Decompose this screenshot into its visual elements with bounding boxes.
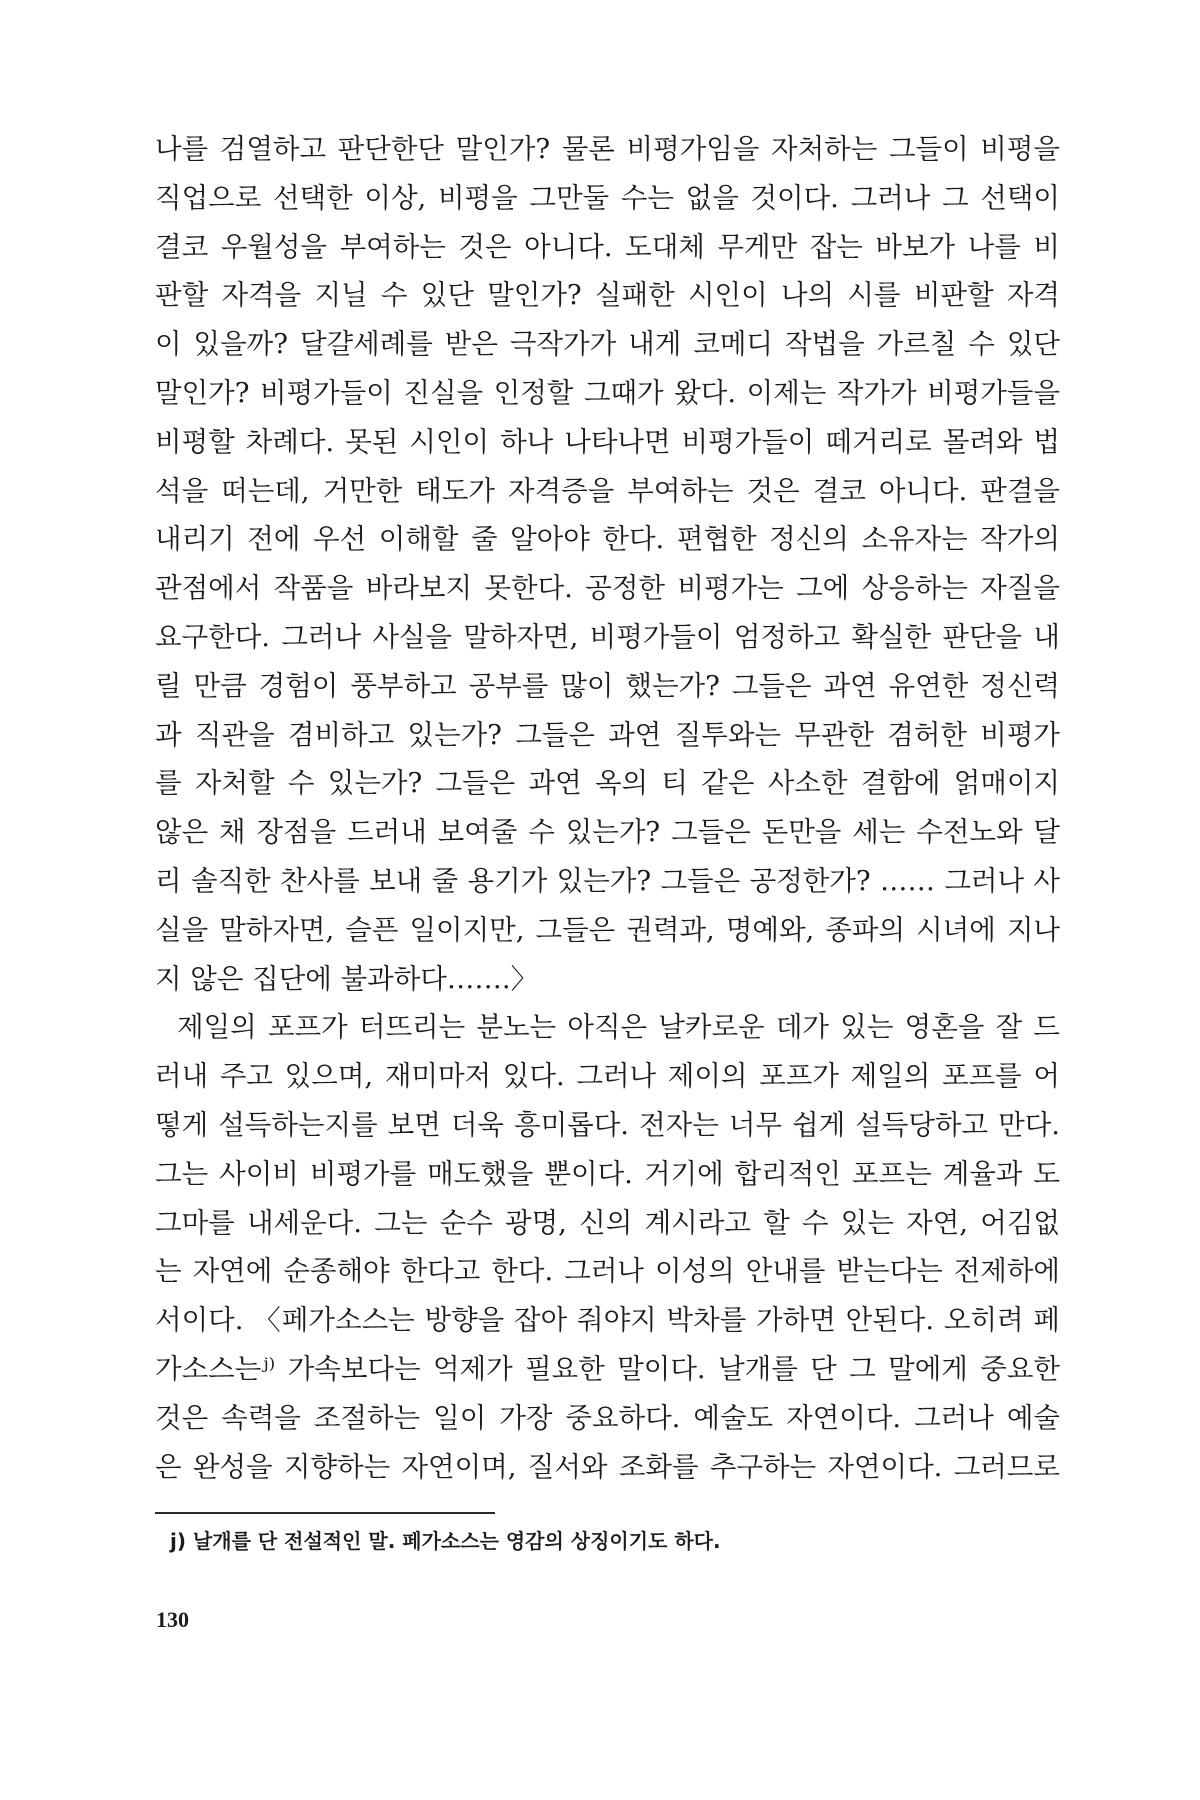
text-line: 비평할 차례다. 못된 시인이 하나 나타나면 비평가들이 떼거리로 몰려와 법 <box>155 425 1060 458</box>
text-line: 판할 자격을 지닐 수 있단 말인가? 실패한 시인이 나의 시를 비판할 자격 <box>155 279 1060 312</box>
text-line: 그마를 내세운다. 그는 순수 광명, 신의 계시라고 할 수 있는 자연, 어김없 <box>155 1206 1060 1239</box>
text-line: 는 자연에 순종해야 한다고 한다. 그러나 이성의 안내를 받는다는 전제하에 <box>155 1255 1060 1288</box>
page-number: 130 <box>156 1607 189 1632</box>
text-line: 지 않은 집단에 불과하다…….〉 <box>155 962 539 995</box>
text-line: 과 직관을 겸비하고 있는가? 그들은 과연 질투와는 무관한 겸허한 비평가 <box>155 718 1060 751</box>
text-line: 를 자처할 수 있는가? 그들은 과연 옥의 티 같은 사소한 결함에 얽매이지 <box>155 767 1060 800</box>
text-line: 그는 사이비 비평가를 매도했을 뿐이다. 거기에 합리적인 포프는 계율과 도 <box>155 1157 1060 1190</box>
text-line: 결코 우월성을 부여하는 것은 아니다. 도대체 무게만 잡는 바보가 나를 비 <box>155 230 1060 263</box>
text-line: 요구한다. 그러나 사실을 말하자면, 비평가들이 엄정하고 확실한 판단을 내 <box>155 620 1060 653</box>
text-line: 직업으로 선택한 이상, 비평을 그만둘 수는 없을 것이다. 그러나 그 선택이 <box>155 181 1060 214</box>
text-line: 실을 말하자면, 슬픈 일이지만, 그들은 권력과, 명예와, 종파의 시녀에 지나 <box>155 913 1060 946</box>
text-line: 내리기 전에 우선 이해할 줄 알아야 한다. 편협한 정신의 소유자는 작가의 <box>155 523 1060 556</box>
text-line: 관점에서 작품을 바라보지 못한다. 공정한 비평가는 그에 상응하는 자질을 <box>155 572 1060 605</box>
text-line: 러내 주고 있으며, 재미마저 있다. 그러나 제이의 포프가 제일의 포프를 어 <box>155 1060 1060 1093</box>
text-line: 가소스는ʲ⁾ 가속보다는 억제가 필요한 말이다. 날개를 단 그 말에게 중요한 <box>155 1352 1060 1385</box>
text-line: 것은 속력을 조절하는 일이 가장 중요하다. 예술도 자연이다. 그러나 예술 <box>155 1401 1060 1434</box>
text-line: 않은 채 장점을 드러내 보여줄 수 있는가? 그들은 돈만을 세는 수전노와 달 <box>155 816 1060 849</box>
body-text <box>155 125 1060 1491</box>
text-line: 제일의 포프가 터뜨리는 분노는 아직은 날카로운 데가 있는 영혼을 잘 드 <box>177 1011 1060 1044</box>
text-line: 서이다. 〈페가소스는 방향을 잡아 줘야지 박차를 가하면 안된다. 오히려 페 <box>155 1304 1060 1337</box>
text-line: 떻게 설득하는지를 보면 더욱 흥미롭다. 전자는 너무 쉽게 설득당하고 만다. <box>155 1108 1060 1141</box>
text-line: 리 솔직한 찬사를 보내 줄 용기가 있는가? 그들은 공정한가? …… 그러나 사 <box>155 864 1060 897</box>
text-line: 석을 떠는데, 거만한 태도가 자격증을 부여하는 것은 결코 아니다. 판결을 <box>155 474 1060 507</box>
text-line: 이 있을까? 달걀세례를 받은 극작가가 내게 코메디 작법을 가르칠 수 있단 <box>155 328 1060 361</box>
footnote-divider <box>155 1512 495 1514</box>
footnote: j) 날개를 단 전설적인 말. 페가소스는 영감의 상징이기도 하다. <box>170 1529 721 1553</box>
text-line: 릴 만큼 경험이 풍부하고 공부를 많이 했는가? 그들은 과연 유연한 정신력 <box>155 669 1060 702</box>
text-line: 말인가? 비평가들이 진실을 인정할 그때가 왔다. 이제는 작가가 비평가들을 <box>155 376 1060 409</box>
text-line: 은 완성을 지향하는 자연이며, 질서와 조화를 추구하는 자연이다. 그러므로 <box>155 1450 1060 1483</box>
text-line: 나를 검열하고 판단한단 말인가? 물론 비평가임을 자처하는 그들이 비평을 <box>155 133 1060 165</box>
